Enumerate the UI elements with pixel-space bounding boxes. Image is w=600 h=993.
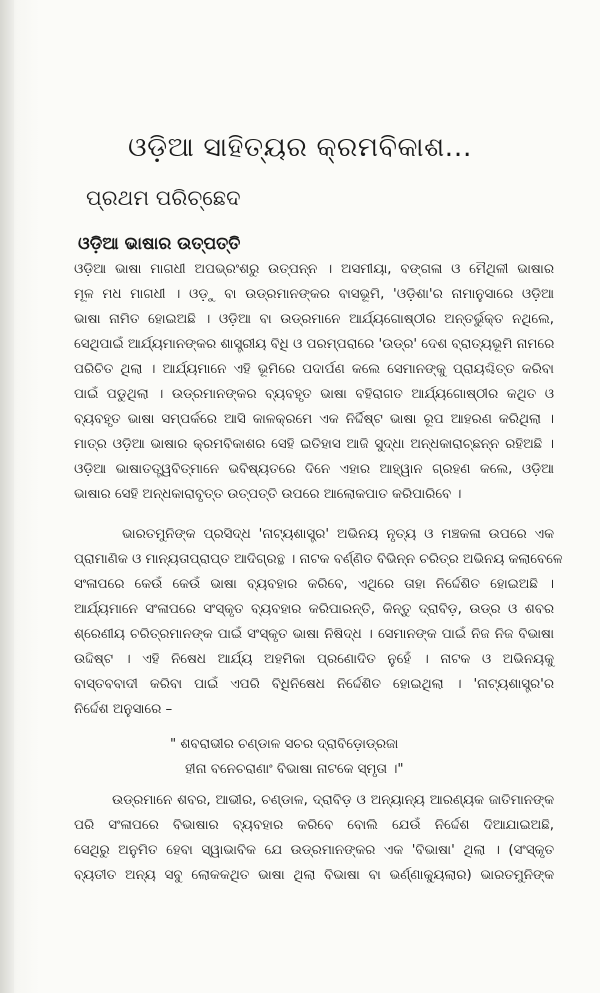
text-line: ପାଇଁ ପଡୁଥିଲା । ଉଡ୍ରମାନଙ୍କର ବ୍ୟବହୃତ ଭାଷା ବହିରାଗତ ଆର୍ଯ୍ୟଗୋଷ୍ଠୀର କଥିତ ଓ (74, 387, 554, 402)
text-line: ଶ୍ରେଣୀୟ ଚରିତ୍ରମାନଙ୍କ ପାଇଁ ସଂସ୍କୃତ ଭାଷା ନିଷିଦ୍ଧ । ସେମାନଙ୍କ ପାଇଁ ନିଜ ନିଜ ବିଭାଷା (74, 627, 554, 642)
text-line: ଓଡ଼ିଆ ଭାଷାତତ୍ତ୍ୱବିତ୍‌ମାନେ ଭବିଷ୍ୟତରେ ଦିନେ ଏହାର ଆହ୍ୱାନ ଗ୍ରହଣ କଲେ, ଓଡ଼ିଆ (74, 462, 554, 477)
text-line: ବ୍ୟତୀତ ଅନ୍ୟ ସବୁ ଲୋକକଥିତ ଭାଷା ଥିଲା ବିଭାଷା ବା ଭର୍ଣ୍ଣାକ୍ୟୁଲାର) ଭାରତମୁନିଙ୍କ (74, 868, 554, 883)
text-line: ଉଦ୍ଦିଷ୍ଟ । ଏହି ନିଷେଧ ଆର୍ଯ୍ୟ ଅହମିକା ପ୍ରଣୋଦିତ ନୁହେଁ । ନାଟକ ଓ ଅଭିନୟକୁ (74, 652, 554, 667)
text-line: ମୂଳ ମଧ ମାଗଧୀ । ଓଡ଼ୁ ବା ଉଡ୍ରମାନଙ୍କର ବାସଭୂମି, 'ଓଡ଼ିଶା'ର ନାମାନୁସାରେ ଓଡ଼ିଆ (74, 287, 554, 302)
text-line: ଭାଷାର ସେହି ଅନ୍ଧକାରାବୃତ୍ତ ଉତ୍ପତ୍ତି ଉପରେ ଆଲୋକପାତ କରିପାରିବେ । (74, 487, 462, 502)
text-line: ସଂଳାପରେ କେଉଁ କେଉଁ ଭାଷା ବ୍ୟବହାର କରିବେ, ଏଥିରେ ତାହା ନିର୍ଦ୍ଦେଶିତ ହୋଇଅଛି । (74, 577, 554, 592)
text-line: ପରିଚିତ ଥିଲା । ଆର୍ଯ୍ୟମାନେ ଏହି ଭୂମିରେ ପଦାର୍ପଣ କଲେ ସେମାନଙ୍କୁ ପ୍ରାୟଶ୍ଚିତ୍ତ କରିବା (74, 362, 554, 377)
text-line: ସେଥିପାଇଁ ଆର୍ଯ୍ୟମାନଙ୍କର ଶାସ୍ତ୍ରୀୟ ବିଧି ଓ ପରମ୍ପରାରେ 'ଉଡ୍ର' ଦେଶ ବ୍ରାତ୍ୟଭୂମି ନାମରେ (74, 337, 555, 352)
text-line: ଭାରତମୁନିଙ୍କ ପ୍ରସିଦ୍ଧ 'ନାଟ୍ୟଶାସ୍ତ୍ର' ଅଭିନୟ ନୃତ୍ୟ ଓ ମଞ୍ଚକଳା ଉପରେ ଏକ (122, 527, 554, 542)
section-heading: ଓଡ଼ିଆ ଭାଷାର ଉତ୍ପତ୍ତି (78, 234, 241, 254)
text-line: ଉଡ୍ରମାନେ ଶବର, ଆଭୀର, ଚଣ୍ଡାଳ, ଦ୍ରାବିଡ଼ ଓ ଅନ୍ୟାନ୍ୟ ଆରଣ୍ୟକ ଜାତିମାନଙ୍କ (112, 793, 554, 808)
verse-line: " ଶବରାଭୀର ଚଣ୍ଡାଳ ସଚର ଦ୍ରାବିଡ଼ୋଡ୍ରଜା (170, 737, 399, 752)
text-line: ପରି ସଂଳାପରେ ବିଭାଷାର ବ୍ୟବହାର କରିବେ ବୋଲି ଯେଉଁ ନିର୍ଦ୍ଦେଶ ଦିଆଯାଇଅଛି, (74, 818, 554, 833)
text-line: ସେଥିରୁ ଅନୁମିତ ହେବା ସ୍ୱାଭାବିକ ଯେ ଉଡ୍ରମାନଙ୍କର ଏକ 'ବିଭାଷା' ଥିଲା । (ସଂସ୍କୃତ (74, 843, 554, 858)
text-line: ପ୍ରାମାଣିକ ଓ ମାନ୍ୟତାପ୍ରାପ୍ତ ଆଦିଗ୍ରନ୍ଥ । ନାଟକ ବର୍ଣ୍ଣିତ ବିଭିନ୍ନ ଚରିତ୍ର ଅଭିନୟ କଲାବେଳେ (74, 552, 563, 567)
text-line: ଆର୍ଯ୍ୟମାନେ ସଂଳାପରେ ସଂସ୍କୃତ ବ୍ୟବହାର କରିପାରନ୍ତି, କିନ୍ତୁ ଦ୍ରାବିଡ଼, ଉଡ୍ର ଓ ଶବର (74, 602, 554, 617)
text-line: ବ୍ୟବହୃତ ଭାଷା ସମ୍ପର୍କରେ ଆସି କାଳକ୍ରମେ ଏକ ନିର୍ଦ୍ଦିଷ୍ଟ ଭାଷା ରୂପ ଆହରଣ କରିଥିଲା । (74, 412, 554, 427)
text-line: ମାତ୍ର ଓଡ଼ିଆ ଭାଷାର କ୍ରମବିକାଶର ସେହି ଇତିହାସ ଆଜି ସୁଦ୍ଧା ଅନ୍ଧକାରାଚ୍ଛନ୍ନ ରହିଅଛି । (74, 437, 554, 452)
page-title: ଓଡ଼ିଆ ସାହିତ୍ୟର କ୍ରମବିକାଶ... (128, 132, 472, 163)
chapter-heading: ପ୍ରଥମ ପରିଚ୍ଛେଦ (86, 186, 241, 210)
verse-line: ହୀନା ବନେଚରାଣାଂ ବିଭାଷା ନାଟକେ ସ୍ମୃତା ।" (185, 762, 404, 777)
text-line: ଭାଷା ନାମିତ ହୋଇଅଛି । ଓଡ଼ିଆ ବା ଉଡ୍ରମାନେ ଆର୍ଯ୍ୟଗୋଷ୍ଠୀର ଅନ୍ତର୍ଭୁକ୍ତ ନଥିଲେ, (74, 312, 554, 327)
text-line: ଓଡ଼ିଆ ଭାଷା ମାଗଧୀ ଅପଭ୍ରଂଶରୁ ଉତ୍ପନ୍ନ । ଅସମୀୟା, ବଙ୍ଗଳା ଓ ମୈଥିଳୀ ଭାଷାର (74, 262, 554, 277)
text-line: ନିର୍ଦ୍ଦେଶ ଅନୁସାରେ – (74, 702, 173, 717)
text-line: ବାସ୍ତବବାଦୀ କରିବା ପାଇଁ ଏପରି ବିଧିନିଷେଧ ନିର୍ଦ୍ଦେଶିତ ହୋଇଥିଲା । 'ନାଟ୍ୟଶାସ୍ତ୍ର'ର (74, 677, 554, 692)
